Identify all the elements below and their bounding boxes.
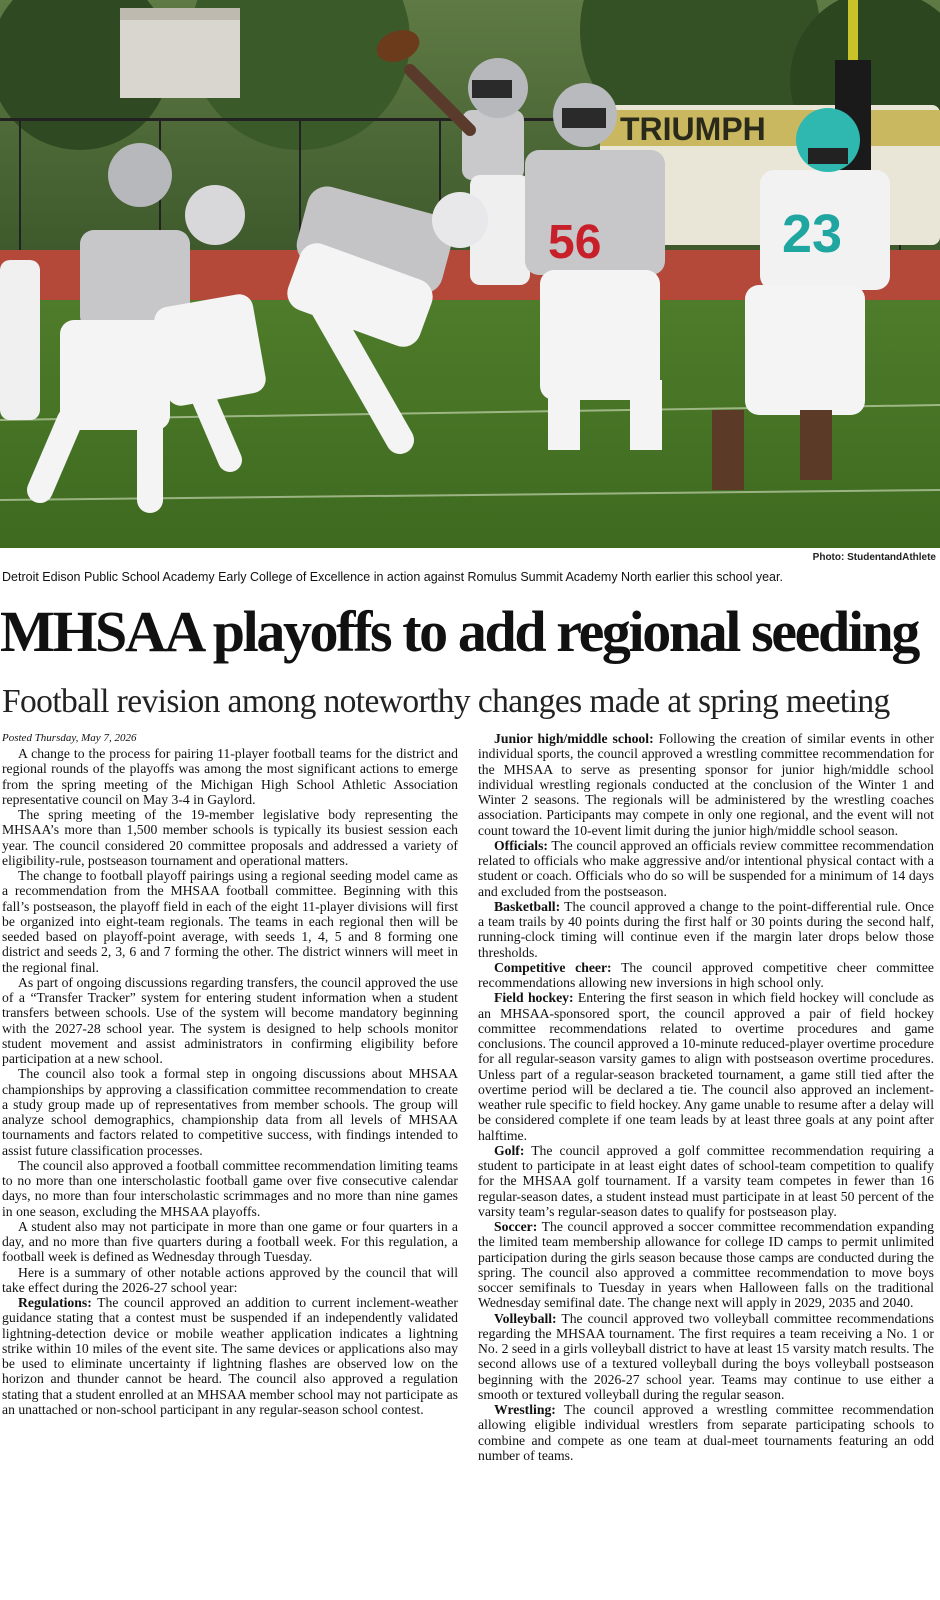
jersey-number-23: 23 — [782, 204, 843, 264]
section-regulations — [2, 1295, 458, 1417]
headline: MHSAA playoffs to add regional seeding — [0, 599, 918, 664]
section-basketball — [478, 899, 934, 960]
section-soccer — [478, 1219, 934, 1311]
bus-sign: TRIUMPH — [620, 111, 766, 147]
section-lead: Field hockey: — [494, 990, 574, 1006]
section-text: The council approved a wrestling committee recommendation allowing eligible individual wrestlers from separate participating schools to combine and compete as one team at dual-meet tournaments featuring an odd number of teams. — [478, 1402, 934, 1463]
section-lead: Wrestling: — [494, 1402, 556, 1417]
section-lead: Volleyball: — [494, 1310, 557, 1326]
section-text: The council approved an officials review committee recommendation related to officials who make aggressive and/or intentional physical contact with a student or coach. Officials who do so will be suspended for a minimum of 14 days and excluded from the postseason. — [478, 837, 934, 899]
section-text: The council approved two volleyball committee recommendations regarding the MHSAA tournament. The first requires a team receiving a No. 1 or No. 2 seed in a girls volleyball district to have at least 15 varsity match results. The second allows use of a textured volleyball during the boys volleyball postseason beginning with the 2026-27 school year. Teams may continue to use either a smooth or textured volleyball during the regular season. — [478, 1310, 934, 1402]
section-text: Following the creation of similar events in other individual sports, the council approved a wrestling committee recommendation for the MHSAA to serve as presenting sponsor for junior high/middle school individual wrestling regionals conducted at the conclusion of the Winter 1 and Winter 2 seasons. The regionals will be administered by the wrestling coaches association. Participants may compete in only one regional, and the event will not count toward the 10-event limit during the junior high/middle school season. — [478, 731, 934, 838]
paragraph: A change to the process for pairing 11-player football teams for the district and regional rounds of the playoffs was among the most significant actions to emerge from the spring meeting of the Michigan High School Athletic Association representative council on May 3-4 in Gaylord. — [2, 746, 458, 807]
section-text: The council approved an addition to current inclement-weather guidance stating that a contest must be suspended if an independently validated lightning-detection device or mobile weather application indicates a lightning strike within 10 miles of the event site. The same devices or applications also may be used to eliminate uncertainty if lightning flashes are observed low on the horizon and thunder cannot be heard. The council also approved a regulation stating that a student enrolled at an MHSAA member school may not participate as an unattached or non-school participant in any regular-season school contest. — [2, 1295, 458, 1417]
paragraph: The council also approved a football committee recommendation limiting teams to no more than one interscholastic football game over five consecutive calendar days, no more than four interscholastic scrimmages and no more than nine games in one season, excluding the MHSAA playoffs. — [2, 1157, 458, 1219]
jersey-number-56: 56 — [548, 216, 602, 269]
paragraph: As part of ongoing discussions regarding transfers, the council approved the use of a “Transfer Tracker” system for entering student information when a student transfers between schools. Use of the system will become mandatory beginning with the 2027-28 school year. The system is designed to help schools monitor student movement and assist administrators in confirming eligibility before participation at a new school. — [2, 974, 458, 1066]
section-volleyball — [478, 1311, 934, 1403]
section-competitive-cheer — [478, 960, 934, 991]
section-text: The council approved competitive cheer committee recommendations allowing new inversions in high school only. — [478, 959, 934, 990]
section-lead: Golf: — [494, 1142, 525, 1158]
section-officials — [478, 838, 934, 899]
section-text: Entering the first season in which field hockey will conclude as an MHSAA-sponsored sport, the council approved a pair of field hockey committee recommendations related to overtime procedures and game conclusions. The council approved a 10-minute reduced-player overtime procedure for all regular-season varsity games to align with postseason overtime procedures. Unless part of a regular-season bracketed tournament, a game still tied after the overtime period will be declared a tie. The council also approved an inclement-weather rule specific to field hockey. Any game unable to resume after a delay will be considered complete if one team leads by at least three goals at any point after halftime. — [478, 990, 934, 1143]
article-column-right — [478, 731, 934, 1597]
section-lead: Regulations: — [18, 1295, 92, 1310]
section-wrestling — [478, 1402, 934, 1463]
section-lead: Competitive cheer: — [494, 959, 612, 975]
section-golf — [478, 1143, 934, 1219]
article-column-left — [2, 731, 458, 1597]
section-text: The council approved a change to the point-differential rule. Once a team trails by 40 points during the first half or 30 points during the second half, running-clock timing will continue even if the margin later drops below those thresholds. — [478, 898, 934, 960]
paragraph: The council also took a formal step in ongoing discussions about MHSAA championships by approving a classification committee recommendation to create a study group made up of representatives from member schools. The group will analyze school demographics, championship data from all levels of MHSAA tournaments and factors related to competitive success, with findings intended to assist future classification processes. — [2, 1066, 458, 1158]
photo-credit: Photo: StudentandAthlete — [812, 552, 936, 563]
section-lead: Basketball: — [494, 898, 561, 914]
section-text: The council approved a golf committee recommendation requiring a student to participate in at least eight dates of school-team competition to qualify for the MHSAA golf tournament. If a varsity team competes in fewer than 16 regular-season dates, a student instead must participate in at least 50 percent of the varsity team’s regular-season dates to qualify for postseason play. — [478, 1142, 934, 1219]
section-lead: Officials: — [494, 837, 548, 853]
paragraph: The spring meeting of the 19-member legislative body representing the MHSAA’s more than 1,500 member schools is typically its busiest session each year. The council considered 20 committee proposals and addressed a variety of eligibility-rule, postseason tournament and operational matters. — [2, 807, 458, 868]
section-field-hockey — [478, 990, 934, 1143]
section-junior-high — [478, 731, 934, 838]
section-lead: Junior high/middle school: — [494, 731, 654, 746]
football-action-photo — [0, 0, 940, 548]
paragraph: The change to football playoff pairings using a regional seeding model came as a recommendation from the MHSAA football committee. Beginning with this fall’s postseason, the playoff field in each of the eight 11-player divisions will first be organized into eight-team regionals. The teams in each regional then will be seeded based on playoff-point average, with seeds 1, 4, 5 and 8 forming one district and seeds 2, 3, 6 and 7 forming the other. The district winners will meet in the regional final. — [2, 868, 458, 975]
photo-caption: Detroit Edison Public School Academy Early College of Excellence in action against Romulus Summit Academy North earlier this school year. — [2, 570, 783, 584]
section-text: The council approved a soccer committee recommendation expanding the limited team membership allowance for college ID camps to permit unlimited participation during the girls season because those camps are conducted during the spring. The council also approved a committee recommendation to move boys soccer semifinals to Tuesday in years when Halloween falls on the traditional Wednesday semifinal date. The change next will apply in 2029, 2035 and 2040. — [478, 1219, 934, 1311]
subheadline: Football revision among noteworthy changes made at spring meeting — [2, 683, 890, 720]
paragraph: A student also may not participate in more than one game or four quarters in a day, and no more than five quarters during a football week. For this regulation, a football week is defined as Wednesday through Tuesday. — [2, 1218, 458, 1265]
paragraph: Here is a summary of other notable actions approved by the council that will take effect during the 2026-27 school year: — [2, 1264, 458, 1295]
posted-date: Posted Thursday, May 7, 2026 — [2, 732, 137, 744]
section-lead: Soccer: — [494, 1219, 538, 1234]
